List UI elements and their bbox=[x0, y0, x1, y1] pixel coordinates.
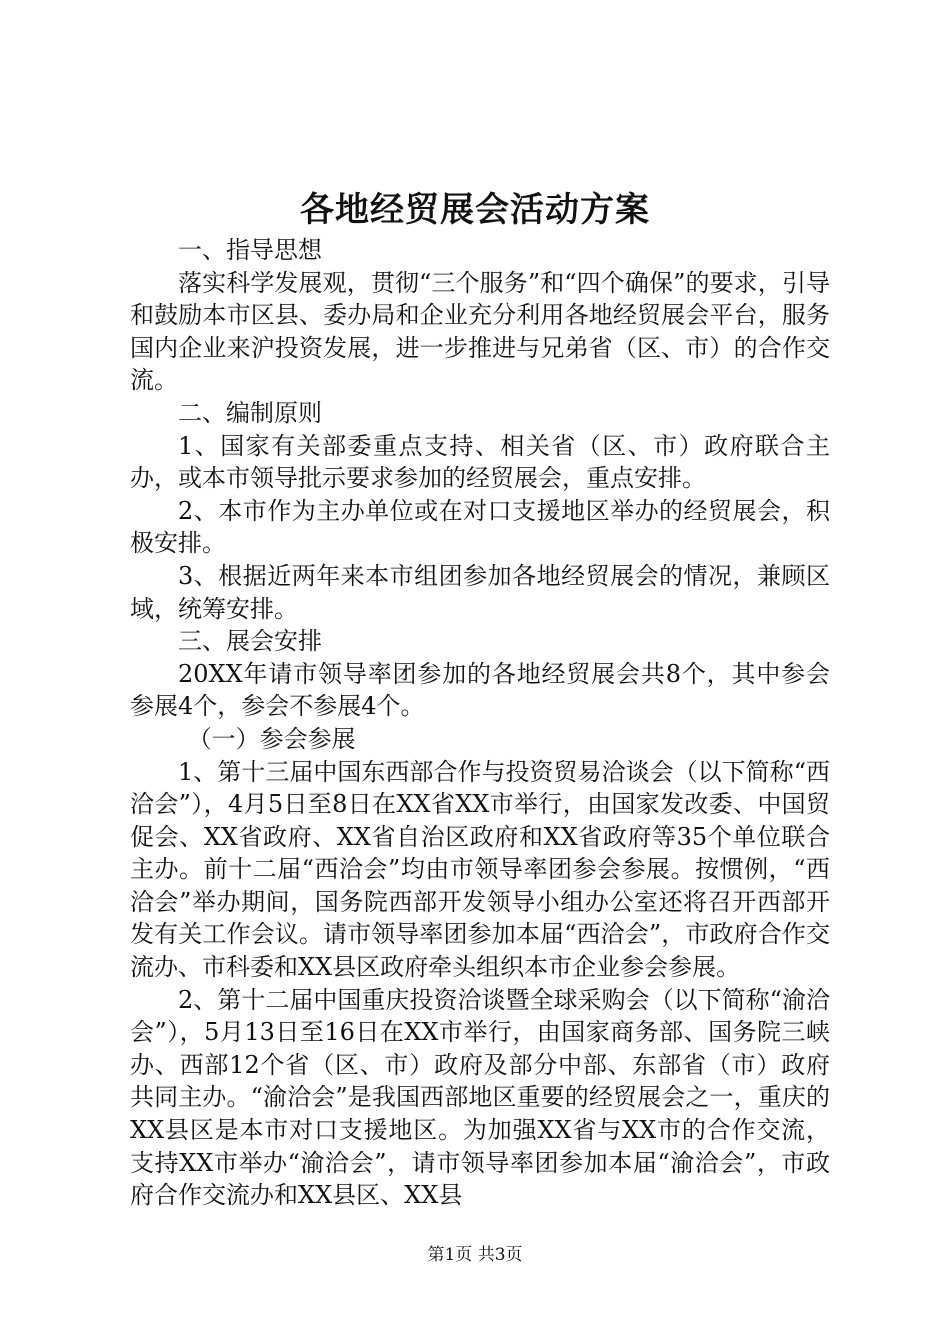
document-title: 各地经贸展会活动方案 bbox=[300, 190, 650, 230]
paragraph: 20XX年请市领导率团参加的各地经贸展会共8个，其中参会参展4个，参会不参展4个。 bbox=[130, 659, 830, 721]
section-heading: 二、编制原则 bbox=[178, 398, 322, 427]
document-body bbox=[130, 234, 830, 1212]
section-heading: 一、指导思想 bbox=[178, 236, 322, 264]
paragraph: 2、本市作为主办单位或在对口支援地区举办的经贸展会，积极安排。 bbox=[130, 496, 830, 558]
paragraph: 落实科学发展观，贯彻“三个服务”和“四个确保”的要求，引导和鼓励本市区县、委办局和企业充分利用各地经贸展会平台，服务国内企业来沪投资发展，进一步推进与兄弟省（区、市）的合作交流。 bbox=[130, 268, 830, 395]
page-number-footer: 第1页 共3页 bbox=[427, 1245, 523, 1265]
section-heading: 三、展会安排 bbox=[178, 627, 322, 656]
paragraph: 3、根据近两年来本市组团参加各地经贸展会的情况，兼顾区域，统筹安排。 bbox=[130, 561, 830, 623]
paragraph: 1、国家有关部委重点支持、相关省（区、市）政府联合主办，或本市领导批示要求参加的经贸展会，重点安排。 bbox=[130, 431, 830, 493]
paragraph: 1、第十三届中国东西部合作与投资贸易洽谈会（以下简称“西洽会”），4月5日至8日在XX省XX市举行，由国家发改委、中国贸促会、XX省政府、XX省自治区政府和XX省政府等35个单位联合主办。前十二届“西洽会”均由市领导率团参会参展。按惯例，“西洽会”举办期间，国务院西部开发领导小组办公室还将召开西部开发有关工作会议。请市领导率团参加本届“西洽会”，市政府合作交流办、市科委和XX县区政府牵头组织本市企业参会参展。 bbox=[130, 757, 830, 982]
subsection-heading: （一）参会参展 bbox=[187, 724, 356, 753]
paragraph: 2、第十二届中国重庆投资洽谈暨全球采购会（以下简称“渝洽会”），5月13日至16日在XX市举行，由国家商务部、国务院三峡办、西部12个省（区、市）政府及部分中部、东部省（市）政府共同主办。“渝洽会”是我国西部地区重要的经贸展会之一，重庆的XX县区是本市对口支援地区。为加强XX省与XX市的合作交流，支持XX市举办“渝洽会”，请市领导率团参加本届“渝洽会”，市政府合作交流办和XX县区、XX县 bbox=[130, 985, 830, 1210]
